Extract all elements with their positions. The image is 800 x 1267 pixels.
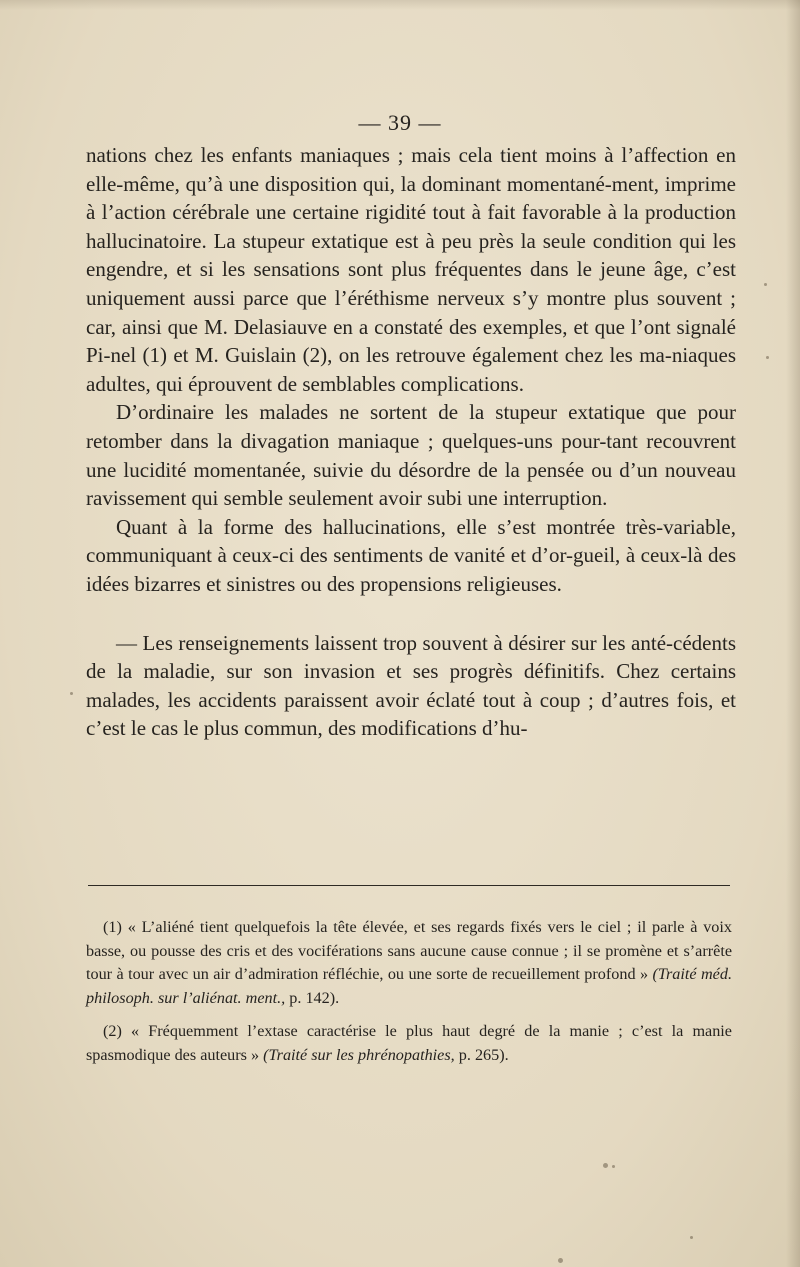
page-number: — 39 — xyxy=(358,110,442,135)
footnote-1-text: (1) « L’aliéné tient quelquefois la tête élevée, et ses regards fixés vers le ciel ; il parle à voix basse, ou pousse des cris et des vociférations sans aucune cause connue ; il se promène et s’arrête tour à tour avec un air d’admiration réfléchie, ou une sorte de recueillement profond » xyxy=(86,918,732,983)
footnotes xyxy=(86,916,732,1077)
paragraph-4: — Les renseignements laissent trop souvent à désirer sur les anté-cédents de la maladie, sur son invasion et ses progrès définitifs. Chez certains malades, les accidents paraissent avoir éclaté tout à coup ; d’autres fois, et c’est le cas le plus commun, des modifications d’hu- xyxy=(86,630,736,741)
footnote-2-page: p. 265). xyxy=(454,1045,509,1064)
paper-speck xyxy=(612,1165,615,1168)
paper-speck xyxy=(764,283,767,286)
paragraph-3: Quant à la forme des hallucinations, elle s’est montrée très-variable, communiquant à ceux-ci des sentiments de vanité et d’or-gueil, à ceux-là des idées bizarres et sinistres ou des propensions religieuses. xyxy=(86,514,736,596)
footnote-1-source: (Traité méd. philosoph. sur l’aliénat. ment., xyxy=(86,965,732,1007)
paragraph-1: nations chez les enfants maniaques ; mais cela tient moins à l’affection en elle-même, qu’à une disposition qui, la dominant momentané-ment, imprime à l’action cérébrale une certaine rigidité tout à fait favorable à la production hallucinatoire. La stupeur extatique est à peu près la seule condition qui les engendre, et si les sensations sont plus fréquentes dans le jeune âge, c’est uniquement aussi parce que l’éréthisme nerveux s’y montre plus souvent ; car, ainsi que M. Delasiauve en a constaté des exemples, et que l’ont signalé Pi-nel (1) et M. Guislain (2), on les retrouve également chez les ma-niaques adultes, qui éprouvent de semblables complications. xyxy=(86,143,736,396)
main-text xyxy=(86,141,736,743)
footnote-rule xyxy=(88,885,730,886)
paper-speck xyxy=(690,1236,693,1239)
footnote-2-source: (Traité sur les phrénopathies, xyxy=(263,1045,455,1064)
footnote-2 xyxy=(86,1020,732,1067)
page-edge-shadow xyxy=(786,0,800,1267)
footnote-1 xyxy=(86,916,732,1010)
page-top-shadow xyxy=(0,0,800,10)
paper-speck xyxy=(766,356,769,359)
paper-speck xyxy=(558,1258,563,1263)
footnote-2-text: (2) « Fréquemment l’extase caractérise le plus haut degré de la manie ; c’est la manie spasmodique des auteurs » xyxy=(86,1022,732,1064)
paper-speck xyxy=(70,692,73,695)
paragraph-2: D’ordinaire les malades ne sortent de la stupeur extatique que pour retomber dans la divagation maniaque ; quelques-uns pour-tant recouvrent une lucidité momentanée, suivie du désordre de la pensée ou d’un nouveau ravissement qui semble seulement avoir subi une interruption. xyxy=(86,400,736,511)
paper-speck xyxy=(603,1163,608,1168)
footnote-1-page: p. 142). xyxy=(285,988,340,1007)
